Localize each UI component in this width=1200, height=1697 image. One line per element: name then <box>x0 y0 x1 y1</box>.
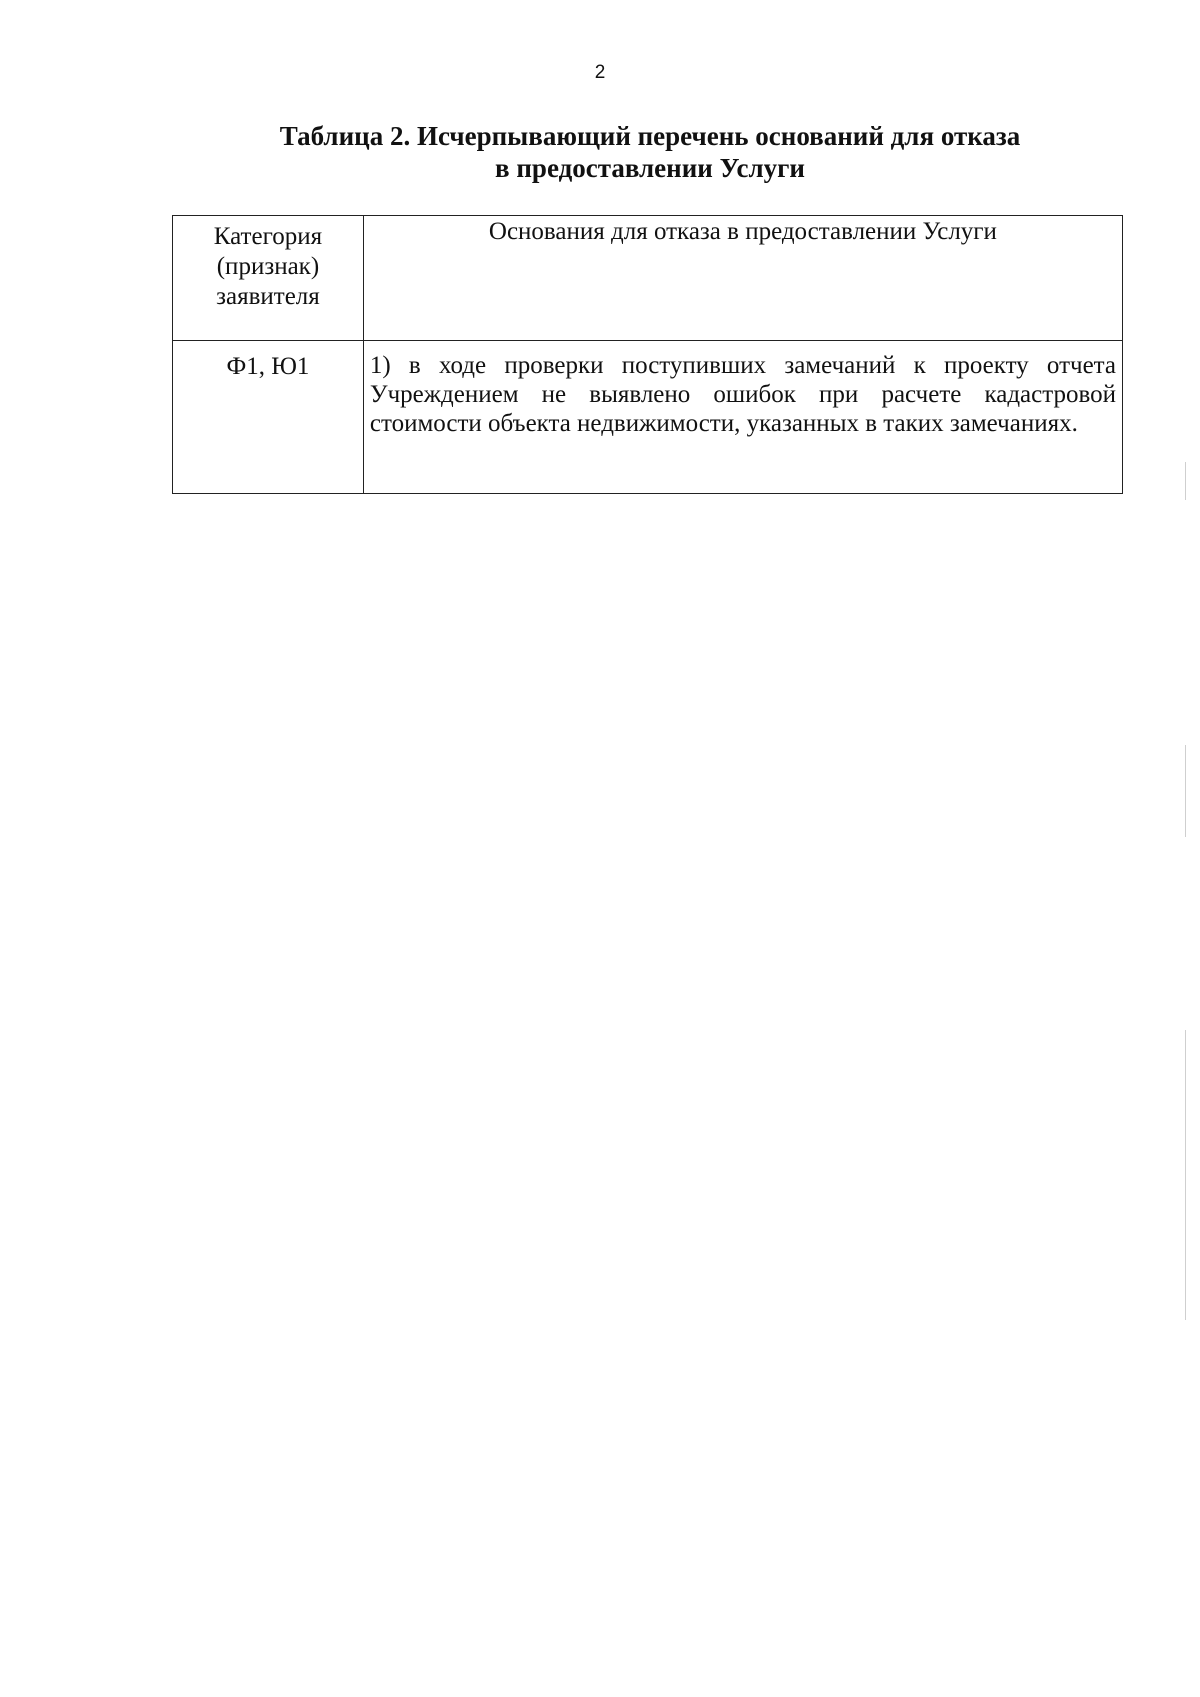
header-category-line-2: (признак) <box>216 253 320 280</box>
page-number: 2 <box>594 62 606 83</box>
header-category-line-3: заявителя <box>216 283 320 310</box>
table-header-row <box>173 216 1123 341</box>
table-title-line-2: в предоставлении Услуги <box>495 153 805 183</box>
table-title-line-1: Таблица 2. Исчерпывающий перечень оснований для отказа <box>279 121 1021 151</box>
scan-edge-mark <box>1185 1030 1186 1320</box>
header-category-line-1: Категория <box>213 223 323 250</box>
row-grounds-cell: 1) в ходе проверки поступивших замечаний к проекту отчета Учреждением не выявлено ошибок при расчете кадастровой стоимости объекта недвижимости, указанных в таких замечаниях. <box>363 341 1122 494</box>
scan-edge-mark <box>1185 745 1186 837</box>
header-grounds: Основания для отказа в предоставлении Услуги <box>363 216 1122 341</box>
row-category-cell: Ф1, Ю1 <box>173 341 364 494</box>
scan-edge-mark <box>1185 462 1186 500</box>
header-category <box>173 216 364 341</box>
table-title <box>200 120 1100 184</box>
table-row <box>173 341 1123 494</box>
refusal-grounds-table <box>172 215 1123 494</box>
